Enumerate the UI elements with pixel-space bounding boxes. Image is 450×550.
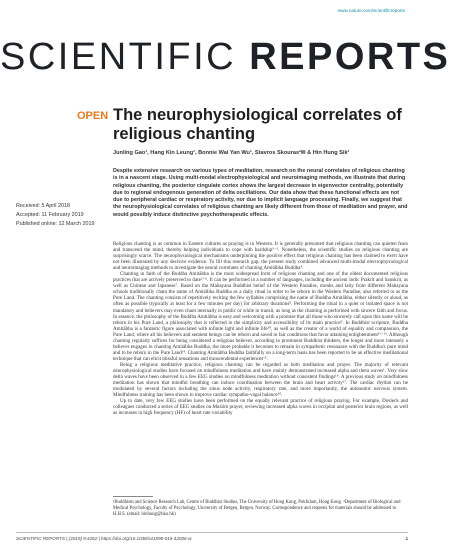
masthead-reports: REPORTS: [249, 36, 450, 78]
published-date: Published online: 12 March 2019: [16, 220, 95, 227]
author-list[interactable]: Junling Gao¹, Hang Kin Leung¹, Bonnie Wai Yan Wu¹, Stavros Skouras²✉ & Hin Hung Sik¹: [113, 150, 350, 156]
body-paragraph: Up to date, very few EEG studies have been performed on the equally relevant practice of religious praying. For example, Dosleck and colleagues conducted a series of EEG studies on Muslim prayer, reviewing increased alpha waves in occipital and posterior brain regions, as well as increases in high frequency (HF) of heart rate variability: [113, 398, 408, 417]
open-access-tag: OPEN: [77, 110, 109, 122]
received-date: Received: 5 April 2018: [16, 203, 70, 209]
footer-divider: [16, 532, 408, 533]
article-body: [113, 241, 408, 416]
footer-citation[interactable]: SCIENTIFIC REPORTS | (2019) 9:4262 | https://doi.org/10.1038/s41598-019-42006-w: [16, 536, 192, 541]
body-paragraph: Religious chanting is as common in Eastern cultures as praying is in Western. It is generally presumed that religious chanting can quieten fears and transcend the mind, thereby helping individuals to cope with hardship¹⁻³. Nonetheless, the scientific studies on religious chanting are surprisingly scarce. The neurophysiological mechanisms underpinning the positive effect that religious chanting has been claimed to exert have not been illustrated by any decisive evidence. To fill this research gap, the present study combined advanced multi-modal electrophysiological and neuroimaging methods to investigate the neural correlates of chanting Amitābha Buddha⁴.: [113, 241, 408, 272]
page-number: 1: [405, 536, 408, 541]
journal-masthead: [0, 36, 450, 79]
article-title: The neurophysiological correlates of religious chanting: [113, 106, 402, 143]
page-footer: [16, 536, 408, 541]
abstract: Despite extensive research on various types of meditation, research on the neural correlates of religious chanting is in a nascent stage. Using multi-modal electrophysiological and neuroimaging methods, we illustrate that during religious chanting, the posterior cingulate cortex shows the largest decrease in eigenvector centrality, potentially due to regional endogenous generation of delta oscillations. Our data show that these functional effects are not due to peripheral cardiac or respiratory activity, nor due to implicit language processing. Finally, we suggest that the neurophysiological correlates of religious chanting are likely different from those of meditation and prayer, and would possibly induce distinctive psychotherapeutic effects.: [113, 168, 408, 218]
footnote-divider: [113, 496, 153, 497]
affiliations-footnote: ¹Buddhism and Science Research Lab, Centre of Buddhist Studies, The University of Hong Kong, Pokfulam, Hong Kong. ²Department of Biological and Medical Psychology, Faculty of Psychology, University of Bergen, Bergen, Norway. Correspondence and requests for materials should be addressed to H.H.S. (email: hinhung@hku.hk): [113, 500, 401, 518]
publication-dates: [16, 202, 95, 229]
masthead-scientific: SCIENTIFIC: [0, 36, 250, 78]
body-paragraph: Chanting in faith of the Buddha Amitābha is the most widespread form of religious chanting and one of the oldest documented religious practices that are actively preserved to date⁵⁻⁶. It can be performed in a number of languages, including the ancient Indic Prakrit and Sanskrit, as well as Chinese and Japanese⁷. Based on the Mahayana Buddhist belief of the Western Paradise, monks and laity from different Mahayana schools traditionally chant the name of Amitābha Buddha as a daily ritual in order to be reborn in the Western Paradise, also referred to as the Pure Land. The chanting consists of repetitively reciting the few syllables comprising the name of Buddha Amitābha, either silently or aloud, as often as possible (typically at least for a few minutes per day) for arbitrary durations⁸. Performing the ritual in a quiet or isolated space is not mandatory and believers may even chant internally in public or while in transit, as long as the chanting is performed with sincere faith and focus. In essence, the philosophy of the Buddha Amitābha is easy and welcoming with a promise that all those who sincerely call upon this name will be reborn in his Pure Land, a philosophy that is reflected in the simplicity and accessibility of its main practice⁹. In Buddhist scripture, Buddha Amitābha is a fantastic figure associated with infinite light and infinite life¹⁰, as well as the creator of a world of equality and compassion, the Pure Land, where all his believers and sentient beings can be reborn and saved in fair conditions that favor attaining enlightenment¹¹⁻¹³. Although chanting regularly suffices for being considered a religious believer, according to prominent Buddhist thinkers, the longer and more intensely a believer engages in chanting Amitābha Buddha, the more probable it becomes to remain in sympathetic resonance with the Buddha's pure mind and to be reborn in the Pure Land¹⁴. Chanting Amitābha Buddha faithfully on a long-term basis has been reported to be an effective meditational technique that can elicit blissful sensations and transcendental experiences¹⁵.: [113, 271, 408, 362]
journal-url[interactable]: www.nature.com/scientificreports: [337, 8, 405, 13]
body-paragraph: Being a religious meditative practice, religious chanting can be regarded as both meditation and prayer. The majority of relevant neurophysiological studies have focused on mindfulness meditation and have mainly demonstrated increased alpha and theta waves¹. Very slow delta waves have been observed in a few EEG studies on mindfulness meditation without consistent findings¹⁶. A previous study on mindfulness meditation has shown that mindful breathing can induce coordination between the brain and heart activity¹⁷. The cardiac rhythm can be modulated by several factors including the sinus node activity, respiratory rate, and more importantly, the autonomic nervous system. Mindfulness training has been shown to improve cardiac sympatho-vagal balance¹⁸.: [113, 361, 408, 399]
accepted-date: Accepted: 11 February 2019: [16, 211, 84, 218]
